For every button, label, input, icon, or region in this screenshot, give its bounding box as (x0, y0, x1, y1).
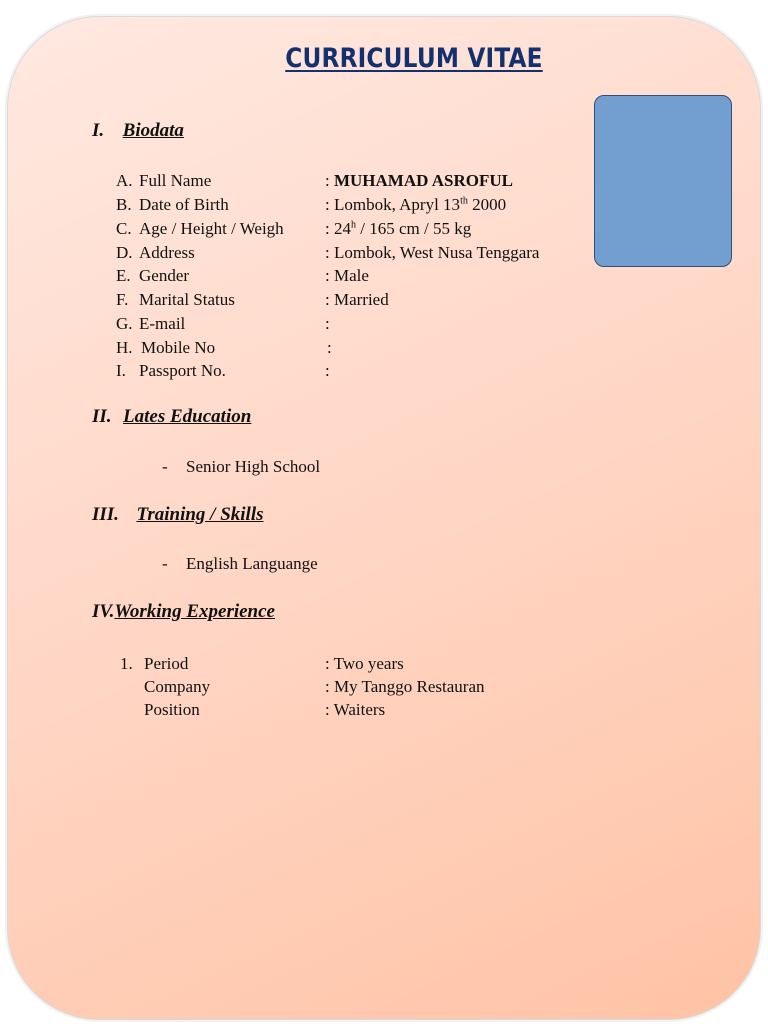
row-letter: A. (116, 171, 133, 190)
row-label: Period (144, 654, 189, 673)
section-heading-experience (92, 601, 275, 623)
row-label: Position (144, 700, 200, 719)
bullet-dash: - (162, 554, 168, 573)
row-value: : Male (325, 266, 369, 285)
row-label: Full Name (139, 171, 212, 190)
row-label: E-mail (139, 314, 186, 333)
section-heading-education (92, 406, 251, 428)
full-name-value: MUHAMAD ASROFUL (333, 171, 513, 190)
photo-placeholder (594, 95, 732, 267)
value-part: : 24 (325, 219, 351, 238)
row-value: : My Tanggo Restauran (325, 677, 485, 696)
section-title: Training / Skills (136, 504, 264, 525)
value-part: / 165 cm / 55 kg (355, 219, 472, 238)
row-letter: I. (116, 361, 126, 380)
row-value: : (327, 338, 332, 357)
value-superscript: th (460, 195, 468, 207)
value-superscript: h (350, 219, 356, 231)
row-letter: C. (116, 219, 132, 238)
section-title: Working Experience (114, 601, 275, 622)
row-letter: D. (116, 243, 133, 262)
row-value: : Waiters (325, 700, 386, 719)
row-label: Company (144, 677, 211, 696)
education-item-text: Senior High School (186, 457, 321, 476)
row-letter: F. (116, 290, 129, 309)
row-letter: H. (116, 338, 133, 357)
row-label: Gender (139, 266, 190, 285)
section-heading-training (92, 504, 264, 526)
section-heading-biodata (92, 120, 184, 142)
row-label: Passport No. (139, 361, 226, 380)
section-title: Lates Education (123, 406, 252, 427)
row-value: : MUHAMAD ASROFUL (325, 171, 513, 190)
row-label: Date of Birth (139, 195, 229, 214)
section-number: IV. (92, 601, 115, 622)
row-label: Mobile No (141, 338, 216, 357)
row-value: : Lombok, West Nusa Tenggara (325, 243, 540, 262)
row-value: : Two years (325, 654, 404, 673)
row-number: 1. (120, 654, 133, 673)
row-value: : (325, 361, 330, 380)
row-value (325, 195, 506, 215)
row-letter: E. (116, 266, 131, 285)
row-letter: G. (116, 314, 133, 333)
row-label: Marital Status (139, 290, 235, 309)
row-value (325, 219, 471, 239)
training-item-text: English Languange (186, 554, 318, 573)
section-number: II. (92, 406, 112, 427)
value-part: : Lombok, Apryl 13 (325, 195, 461, 214)
section-title: Biodata (122, 120, 184, 141)
row-value: : (325, 314, 330, 333)
row-label: Age / Height / Weigh (139, 219, 284, 238)
row-value: : Married (325, 290, 389, 309)
section-number: I. (92, 120, 105, 141)
row-label: Address (139, 243, 195, 262)
row-letter: B. (116, 195, 132, 214)
value-part: 2000 (467, 195, 507, 214)
document-title: CURRICULUM VITAE (285, 43, 543, 74)
section-number: III. (92, 504, 119, 525)
bullet-dash: - (162, 457, 168, 476)
